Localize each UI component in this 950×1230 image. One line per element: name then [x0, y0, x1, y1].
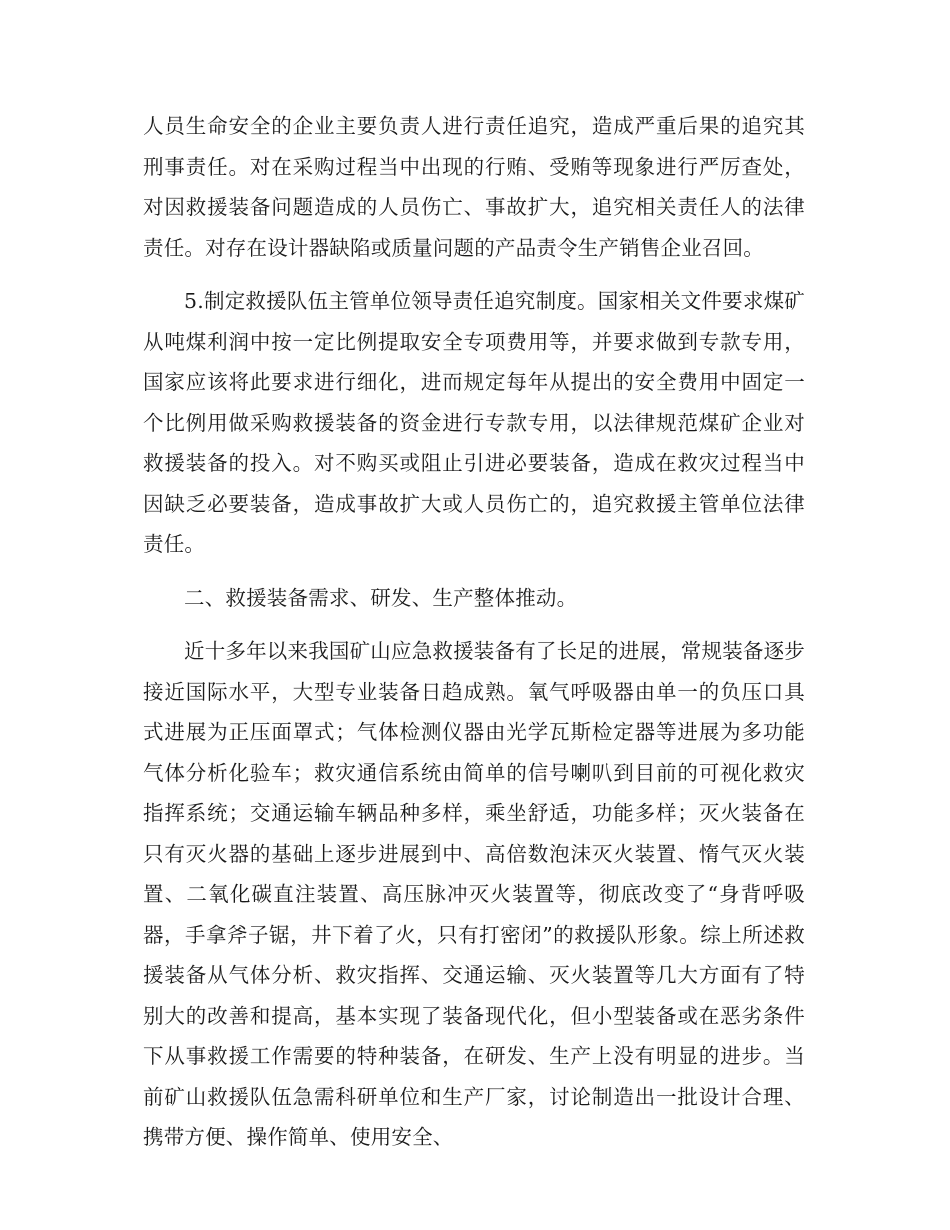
document-body: [143, 106, 805, 1158]
paragraph-responsibility-pursuit: 人员生命安全的企业主要负责人进行责任追究，造成严重后果的追究其刑事责任。对在采购过程当中出现的行贿、受贿等现象进行严厉查处，对因救援装备问题造成的人员伤亡、事故扩大，追究相关责任人的法律责任。对存在设计器缺陷或质量问题的产品责令生产销售企业召回。: [143, 114, 805, 260]
section-heading-equipment-development: 二、救援装备需求、研发、生产整体推动。: [184, 585, 578, 610]
paragraph-item-5-leadership-accountability: 5.制定救援队伍主管单位领导责任追究制度。国家相关文件要求煤矿从吨煤利润中按一定比例提取安全专项费用等，并要求做到专款专用，国家应该将此要求进行细化，进而规定每年从提出的安全费用中固定一个比例用做采购救援装备的资金进行专款专用，以法律规范煤矿企业对救援装备的投入。对不购买或阻止引进必要装备，造成在救灾过程当中因缺乏必要装备，造成事故扩大或人员伤亡的，追究救援主管单位法律责任。: [143, 289, 805, 556]
paragraph-equipment-progress: 近十多年以来我国矿山应急救援装备有了长足的进展，常规装备逐步接近国际水平，大型专业装备日趋成熟。氧气呼吸器由单一的负压口具式进展为正压面罩式；气体检测仪器由光学瓦斯检定器等进展为多功能气体分析化验车；救灾通信系统由简单的信号喇叭到目前的可视化救灾指挥系统；交通运输车辆品种多样，乘坐舒适，功能多样；灭火装备在只有灭火器的基础上逐步进展到中、高倍数泡沫灭火装置、惰气灭火装置、二氧化碳直注装置、高压脉冲灭火装置等，彻底改变了“身背呼吸器，手拿斧子锯，井下着了火，只有打密闭”的救援队形象。综上所述救援装备从气体分析、救灾指挥、交通运输、灭火装置等几大方面有了特别大的改善和提高，基本实现了装备现代化，但小型装备或在恶劣条件下从事救援工作需要的特种装备，在研发、生产上没有明显的进步。当前矿山救援队伍急需科研单位和生产厂家，讨论制造出一批设计合理、携带方便、操作简单、使用安全、: [143, 639, 805, 1149]
